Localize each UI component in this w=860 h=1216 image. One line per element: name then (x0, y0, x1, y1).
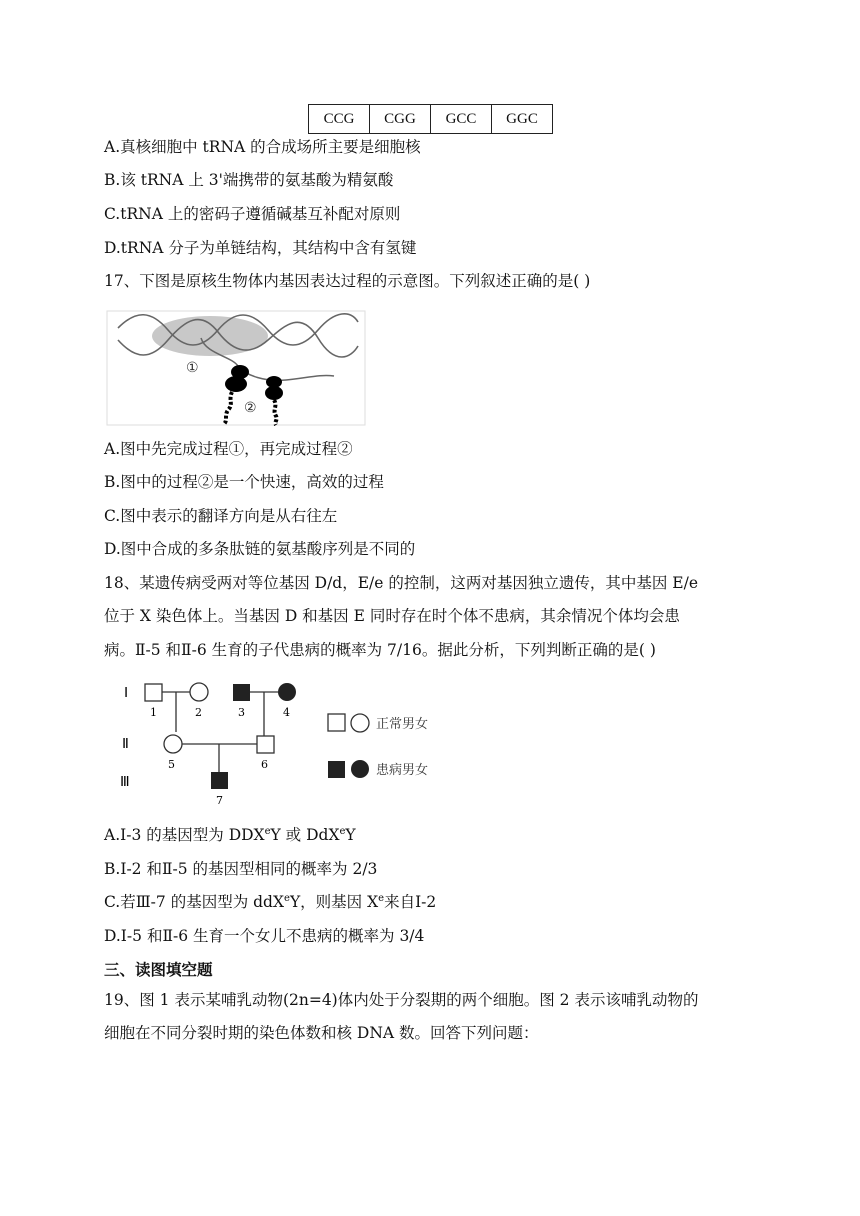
individual-number: 7 (216, 794, 223, 807)
q18-option-c: C.若Ⅲ-7 的基因型为 ddX$^e$Y，则基因 Xe来自Ⅰ-2 (104, 892, 437, 911)
generation-label: Ⅰ (124, 686, 129, 701)
q18-stem-line: 病。Ⅱ-5 和Ⅱ-6 生育的子代患病的概率为 7/16。据此分析，下列判断正确的是( ) (104, 641, 656, 659)
codon-cell: CCG (309, 105, 370, 134)
q16-option-b: B.该 tRNA 上 3'端携带的氨基酸为精氨酸 (104, 171, 394, 189)
legend-normal-male-symbol (328, 714, 345, 731)
individual-number: 3 (238, 706, 245, 719)
codon-cell: GCC (431, 105, 492, 134)
individual-number: 5 (168, 758, 175, 771)
q19-stem-line: 19、图 1 表示某哺乳动物(2n=4)体内处于分裂期的两个细胞。图 2 表示该哺乳动物的 (104, 991, 699, 1009)
codon-cell: GGC (492, 105, 553, 134)
individual-number: 6 (261, 758, 268, 771)
legend-normal-label: 正常男女 (376, 717, 429, 732)
q17-stem: 17、下图是原核生物体内基因表达过程的示意图。下列叙述正确的是( ) (104, 272, 591, 290)
individual-number: 4 (283, 706, 290, 719)
q17-option-d: D.图中合成的多条肽链的氨基酸序列是不同的 (104, 540, 416, 558)
codon-cell: CGG (370, 105, 431, 134)
q18-option-a: A.I-3 的基因型为 DDXeY 或 DdX$^e$Y (104, 825, 356, 844)
individual-3-male-affected (233, 684, 250, 701)
q17-option-b: B.图中的过程②是一个快速，高效的过程 (104, 473, 384, 491)
generation-label: Ⅱ (122, 737, 129, 752)
q16-option-d: D.tRNA 分子为单链结构，其结构中含有氢键 (104, 239, 417, 257)
q18-stem-line: 位于 X 染色体上。当基因 D 和基因 E 同时存在时个体不患病，其余情况个体均会患 (104, 607, 680, 625)
individual-number: 2 (195, 706, 202, 719)
individual-number: 1 (150, 706, 157, 719)
section-heading: 三、读图填空题 (104, 960, 213, 979)
legend-normal-female-symbol (351, 714, 369, 732)
q17-option-a: A.图中先完成过程①，再完成过程② (104, 440, 353, 458)
q17-option-c: C.图中表示的翻译方向是从右往左 (104, 507, 338, 525)
q16-option-a: A.真核细胞中 tRNA 的合成场所主要是细胞核 (104, 138, 421, 156)
process-1-label: ① (186, 360, 199, 376)
generation-label: Ⅲ (120, 775, 130, 790)
q19-stem-line: 细胞在不同分裂时期的染色体数和核 DNA 数。回答下列问题： (104, 1024, 539, 1042)
individual-5-female-normal (164, 735, 182, 753)
q18-option-b: B.I-2 和Ⅱ-5 的基因型相同的概率为 2/3 (104, 860, 378, 878)
individual-7-male-affected (211, 772, 228, 789)
individual-1-male-normal (145, 684, 162, 701)
process-2-label: ② (244, 400, 257, 416)
legend-affected-male-symbol (328, 761, 345, 778)
individual-4-female-affected (278, 683, 296, 701)
codon-table (308, 104, 553, 134)
gene-expression-figure (106, 310, 366, 426)
legend-affected-label: 患病男女 (376, 763, 429, 778)
q18-stem-line: 18、某遗传病受两对等位基因 D/d，E/e 的控制，这两对基因独立遗传，其中基因 E/e (104, 574, 698, 592)
q16-option-c: C.tRNA 上的密码子遵循碱基互补配对原则 (104, 205, 401, 223)
individual-2-female-normal (190, 683, 208, 701)
q18-option-d: D.I-5 和Ⅱ-6 生育一个女儿不患病的概率为 3/4 (104, 927, 425, 945)
legend-affected-female-symbol (351, 760, 369, 778)
pedigree-chart (112, 676, 452, 810)
individual-6-male-normal (257, 736, 274, 753)
